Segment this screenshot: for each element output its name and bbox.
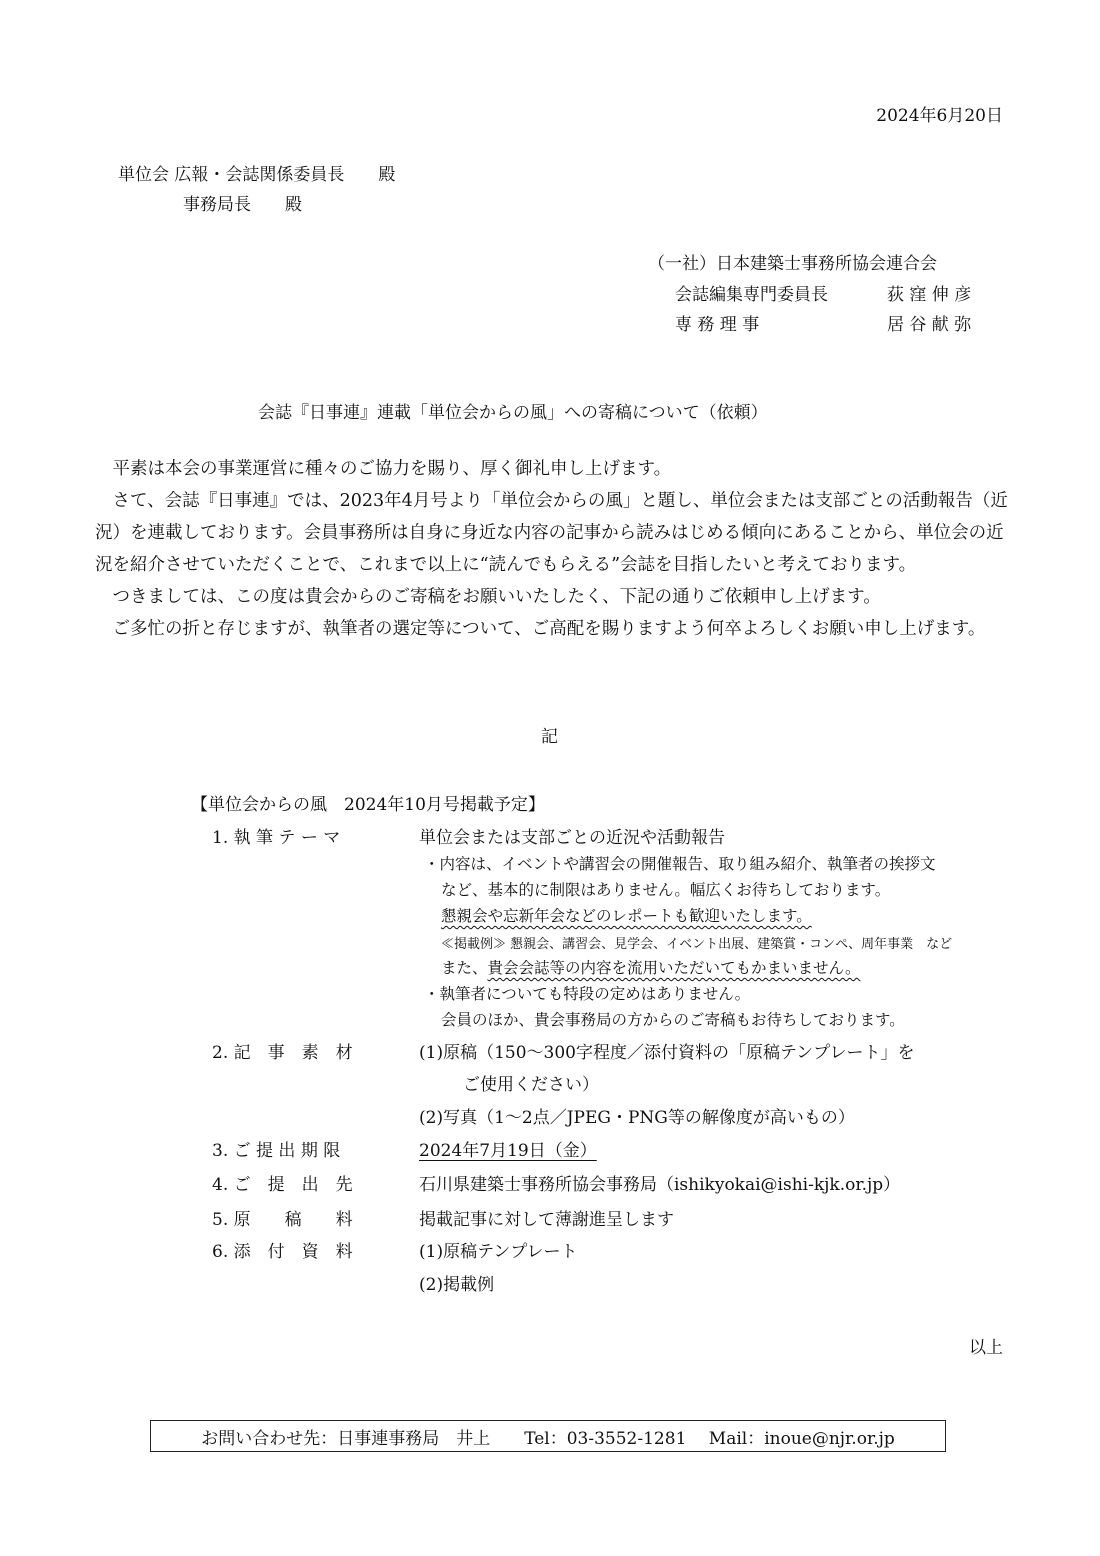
document-date: 2024年6月20日 (876, 106, 1003, 126)
section-title: 【単位会からの風 2024年10月号掲載予定】 (191, 795, 545, 815)
sender-name-2: 居 谷 献 弥 (887, 315, 972, 335)
theme-bullet-1c: 懇親会や忘新年会などのレポートも歓迎いたします。 (441, 907, 812, 925)
material-value-1a: (1)原稿（150～300字程度／添付資料の「原稿テンプレート」を (419, 1043, 915, 1063)
item-fee-value: 掲載記事に対して薄謝進呈します (419, 1210, 674, 1230)
contact-box (150, 1420, 946, 1452)
body-text (95, 453, 1010, 645)
theme-bullet-2b: 会員のほか、貴会事務局の方からのご寄稿もお待ちしております。 (441, 1011, 905, 1029)
theme-bullet-1b: など、基本的に制限はありません。幅広くお待ちしております。 (441, 881, 891, 899)
closing-text: 以上 (969, 1338, 1003, 1358)
attachment-2: (2)掲載例 (419, 1275, 495, 1295)
theme-bullet-1d-text: 貴会会誌等の内容を流用いただいてもかまいません。 (487, 959, 861, 977)
item-deadline-value: 2024年7月19日（金） (419, 1141, 597, 1161)
item-material-label: 2. 記 事 素 材 (212, 1043, 353, 1063)
contact-text: お問い合わせ先：日事連事務局 井上 Tel：03-3552-1281 Mail：inoue@njr.or.jp (201, 1428, 895, 1449)
sender-role-2: 専 務 理 事 (675, 315, 760, 335)
theme-bullet-1a: ・内容は、イベントや講習会の開催報告、取り組み紹介、執筆者の挨拶文 (424, 855, 936, 873)
body-paragraph-2: さて、会誌『日事連』では、2023年4月号より「単位会からの風」と題し、単位会または支部ごとの活動報告（近況）を連載しております。会員事務所は自身に身近な内容の記事から読みはじめる傾向にあることから、単位会の近況を紹介させていただくことで、これまで以上に“読んでもらえる”会誌を目指したいと考えております。 (95, 491, 1008, 575)
recipient-line-2: 事務局長 殿 (183, 195, 302, 215)
recipient-line-1: 単位会 広報・会誌関係委員長 殿 (118, 165, 396, 185)
body-paragraph-4: ご多忙の折と存じますが、執筆者の選定等について、ご高配を賜りますよう何卒よろしくお願い申し上げます。 (112, 619, 986, 639)
item-submit-to-value: 石川県建築士事務所協会事務局（ishikyokai@ishi-kjk.or.jp） (419, 1175, 901, 1195)
attachment-1: (1)原稿テンプレート (419, 1242, 578, 1262)
material-value-2: (2)写真（1～2点／JPEG・PNG等の解像度が高いもの） (419, 1108, 855, 1128)
theme-bullet-1d: また、貴会会誌等の内容を流用いただいてもかまいません。 (441, 959, 861, 977)
theme-example: ≪掲載例≫ 懇親会、講習会、見学会、イベント出展、建築賞・コンペ、周年事業 など (441, 937, 953, 952)
item-fee-label: 5. 原 稿 料 (212, 1210, 353, 1230)
item-theme-value: 単位会または支部ごとの近況や活動報告 (419, 828, 725, 848)
theme-bullet-2a: ・執筆者についても特段の定めはありません。 (424, 985, 751, 1003)
sender-name-1: 荻 窪 伸 彦 (887, 285, 972, 305)
subject-title: 会誌『日事連』連載「単位会からの風」への寄稿について（依頼） (258, 403, 768, 423)
sender-role-1: 会誌編集専門委員長 (675, 285, 828, 305)
sender-organization: （一社）日本建築士事務所協会連合会 (648, 254, 937, 274)
body-paragraph-3: つきましては、この度は貴会からのご寄稿をお願いいたしたく、下記の通りご依頼申し上げます。 (112, 587, 881, 607)
item-attachments-label: 6. 添 付 資 料 (212, 1242, 353, 1262)
item-deadline-label: 3. ご 提 出 期 限 (212, 1141, 341, 1161)
ki-heading: 記 (541, 727, 558, 747)
material-value-1b: ご使用ください） (463, 1075, 599, 1095)
item-submit-to-label: 4. ご 提 出 先 (212, 1175, 353, 1195)
item-theme-label: 1. 執 筆 テ ー マ (212, 828, 341, 848)
body-paragraph-1: 平素は本会の事業運営に種々のご協力を賜り、厚く御礼申し上げます。 (112, 459, 672, 479)
